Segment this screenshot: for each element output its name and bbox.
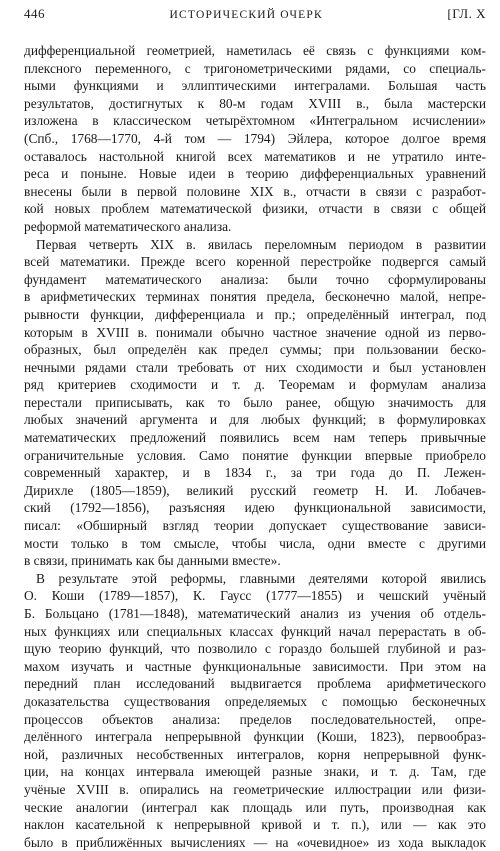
text-line: всей математики. Прежде всего коренной перестройке подвергся самый xyxy=(24,254,486,270)
text-line: современный характер, и в 1834 г., за три года до П. Лежен- xyxy=(24,465,486,481)
text-line: мости только в том смысле, чтобы числа, одни вместе с другими xyxy=(24,535,486,551)
body-text xyxy=(24,42,486,851)
text-line: передний план исследований выдвигается проблема арифметического xyxy=(24,676,486,692)
text-line: ных функциях или специальных классах функций начал перерастать в об- xyxy=(24,623,486,639)
text-line: ский (1792—1856), разъясняя идею функциональной зависимости, xyxy=(24,500,486,516)
text-line: оставалось настольной книгой всех математиков и не утратило инте- xyxy=(24,148,486,164)
text-line: ными функциями и эллиптическими интегралами. Большая часть xyxy=(24,78,486,94)
text-line: процессов объектов анализа: пределов последовательностей, опре- xyxy=(24,711,486,727)
text-line: было в приближённых вычислениях — на «очевидное» из хода выкладок xyxy=(24,834,486,850)
text-line: реформой математического анализа. xyxy=(24,218,232,234)
text-line: плексного переменного, с тригонометрическими рядами, со специаль- xyxy=(24,60,486,76)
text-line: рывности функции, дифференциала и пр.; определённый интеграл, под xyxy=(24,306,486,322)
running-header xyxy=(24,6,486,28)
text-line: образных, был определён как предел суммы; при пользовании беско- xyxy=(24,342,486,358)
text-line: фундамент математического анализа: были точно сформулированы xyxy=(24,271,486,287)
text-line: нечными рядами стали требовать от них сходимости и был установлен xyxy=(24,359,486,375)
text-line: ной, различных несобственных интегралов, корня непрерывной функ- xyxy=(24,746,486,762)
text-line: дифференциальной геометрией, наметилась её связь с функциями ком- xyxy=(24,43,486,58)
text-line: внесены были в первой половине XIX в., отчасти в связи с разработ- xyxy=(24,183,486,199)
text-line: писал: «Обширный взгляд теории допускает существование зависи- xyxy=(24,518,486,534)
text-line: В результате этой реформы, главными деятелями которой явились xyxy=(36,570,486,586)
text-line: (Спб., 1768—1770, 4-й том — 1794) Эйлера, которое долгое время xyxy=(24,130,486,146)
text-line: ряд критериев сходимости и т. д. Теоремам и формулам анализа xyxy=(24,377,486,393)
chapter-marker: [ГЛ. X xyxy=(447,6,486,21)
paragraph xyxy=(24,236,486,570)
text-line: О. Коши (1789—1857), К. Гаусс (1777—1855) и чешский учёный xyxy=(24,588,486,604)
text-line: доказательства существования определяемых с помощью бесконечных xyxy=(24,693,486,709)
text-line: учёные XVIII в. опирались на геометрические иллюстрации или физи- xyxy=(24,781,486,797)
text-line: в арифметических терминах понятия предела, бесконечно малой, непре- xyxy=(24,289,486,305)
paragraph xyxy=(24,42,486,236)
paragraph xyxy=(24,570,486,851)
text-line: изложена в классическом четырёхтомном «Интегральном исчислении» xyxy=(24,113,486,129)
text-line: математических предложений появились всем нам теперь привычные xyxy=(24,430,486,446)
text-line: в связи, принимать как бы данными вместе». xyxy=(24,553,281,569)
text-line: перестали приписывать, как то было ранее, общую значимость для xyxy=(24,394,486,410)
text-line: которым в XVIII в. понимали обычно частное значение одной из перво- xyxy=(24,324,486,340)
text-line: ограничительные условия. Само понятие функции впервые приобрело xyxy=(24,447,486,463)
text-line: кой новых проблем математической физики, отчасти в связи с общей xyxy=(24,201,486,217)
text-line: результатов, достигнутых к 80-м годам XVIII в., была мастерски xyxy=(24,95,486,111)
text-line: реса и поныне. Новые идеи в теорию дифференциальных уравнений xyxy=(24,166,486,182)
text-line: щую теорию функций, что позволило с гораздо большей глубиной и раз- xyxy=(24,641,486,657)
text-line: Дирихле (1805—1859), великий русский геометр Н. И. Лобачев- xyxy=(24,482,486,498)
text-line: ческие аналогии (интеграл как площадь или путь, производная как xyxy=(24,799,486,815)
text-line: наклон касательной к непрерывной кривой и т. п.), или — как это xyxy=(24,817,486,833)
text-line: ции, на концах интервала имеющей разные знаки, и т. д. Там, где xyxy=(24,764,486,780)
text-line: делённого интеграла непрерывной функции (Коши, 1823), первообраз- xyxy=(24,729,486,745)
text-line: Б. Больцано (1781—1848), математический анализ из учения об отдель- xyxy=(24,606,486,621)
text-line: любых значений аргумента и для любых функций; в формулировках xyxy=(24,412,486,428)
text-line: Первая четверть XIX в. явилась переломным периодом в развитии xyxy=(36,236,486,252)
text-line: махом изучать и частные функциональные зависимости. При этом на xyxy=(24,658,486,674)
page-number: 446 xyxy=(24,6,45,21)
running-title: ИСТОРИЧЕСКИЙ ОЧЕРК xyxy=(169,9,323,21)
